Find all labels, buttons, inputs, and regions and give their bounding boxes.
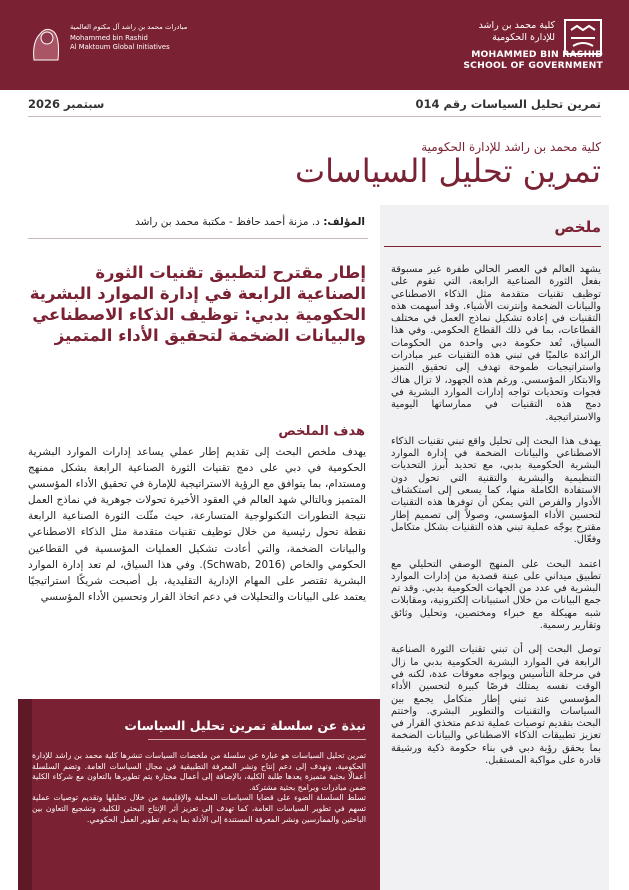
publication-date: سبتمبر 2026 [28, 97, 105, 111]
header-banner [0, 0, 629, 90]
divider [148, 739, 366, 740]
school-logo[interactable] [423, 18, 603, 71]
goal-body: يهدف ملخص البحث إلى تقديم إطار عملي يساعد إدارات الموارد البشرية الحكومية في دبي على دمج تقنيات الثورة الصناعية الرابعة بشكل ممنهج ومستدام، بما يتوافق مع الرؤية الاستراتيجية للإمارة في تحقيق الأداء المؤسسي المتميز وبالتالي شهد العالم في العقود الأخيرة تحولات جوهرية في نماذج العمل نتيجة التطورات التكنولوجية المتسارعة، حيث مثّلت الثورة الصناعية الرابعة نقطة تحول رئيسية من خلال توظيف تقنيات متقدمة مثل الذكاء الاصطناعي والبيانات الضخمة، والتي أعادت تشكيل العمليات المؤسسية في القطاعين الحكومي والخاص (Schwab, 2016). وفي هذا السياق، لم تعد إدارة الموارد البشرية تقتصر على المهام الإدارية التقليدية، بل أصبحت شريكًا استراتيجيًا يعتمد على البيانات والتحليلات في دعم اتخاذ القرار وتحسين الأداء المؤسسي [28, 446, 367, 603]
school-name-english-1: MOHAMMED BIN RASHID [471, 49, 603, 60]
series-box-title: نبذة عن سلسلة تمرين تحليل السياسات [124, 718, 366, 733]
divider [384, 246, 601, 247]
divider [28, 238, 368, 239]
school-name-english-2: SCHOOL OF GOVERNMENT [463, 60, 603, 71]
initiatives-logo[interactable] [28, 22, 188, 67]
abstract-heading: ملخص [554, 218, 601, 236]
abstract-paragraph: يهدف هذا البحث إلى تحليل واقع تبني تقنيات الذكاء الاصطناعي والبيانات الضخمة في إدارة الموارد البشرية الحكومية بدبي، مع تحديد أبرز التحديات التنظيمية والبشرية والتقنية التي تحول دون الاستفادة الكاملة منها، كما يسعى إلى استكشاف الأدوار والفرص التي يمكن أن توفرها هذه التقنيات لتحسين الأداء المؤسسي، وصولاً إلى تصميم إطار مقترح يوجّه عملية تبني هذه التقنيات بشكل متكامل وفعّال. [391, 435, 601, 546]
divider [28, 116, 601, 117]
author-label: المؤلف: [323, 216, 365, 228]
paper-title: إطار مقترح لتطبيق تقنيات الثورة الصناعية الرابعة في إدارة الموارد البشرية الحكومية بدبي: توظيف الذكاء الاصطناعي والبيانات الضخمة لتحقيق الأداء المتميز [29, 263, 366, 345]
abstract-body [391, 264, 601, 779]
series-info-box [18, 699, 380, 890]
school-name-arabic-1: كلية محمد بن راشد [478, 20, 555, 31]
page-title: تمرين تحليل السياسات [295, 152, 601, 190]
series-number: تمرين تحليل السياسات رقم 014 [415, 97, 601, 111]
series-box-body [32, 751, 366, 825]
series-box-paragraph: تمرين تحليل السياسات هو عبارة عن سلسلة من ملخصات السياسات تنشرها كلية محمد بن راشد للإدارة الحكومية، وتهدف إلى دعم إنتاج ونشر المعرفة التطبيقية في مجال السياسات العامة. وتضم السلسلة أعمالًا بحثية متميزة يعدها طلبة الكلية، بالإضافة إلى أعمال مختارة يتم تطويرها بالتعاون مع شركاء الكلية ضمن مبادرات وبرامج بحثية مشتركة. [32, 751, 366, 792]
author-name: د. مزنة أحمد حافظ - مكتبة محمد بن راشد [135, 216, 320, 228]
school-name-arabic-2: للإدارة الحكومية [492, 32, 555, 43]
initiatives-name-arabic: مبادرات محمد بن راشد آل مكتوم العالمية [70, 23, 188, 31]
initiatives-name-english-2: Al Maktoum Global Initiatives [70, 43, 170, 51]
goal-heading: هدف الملخص [278, 424, 365, 439]
author-line [135, 216, 365, 228]
abstract-paragraph: توصل البحث إلى أن تبني تقنيات الثورة الصناعية الرابعة في الموارد البشرية الحكومية بدبي ما زال في مرحلة التأسيس ويواجه معوقات عدة، لكنه في الوقت نفسه يمتلك فرصًا كبيرة لتحسين الأداء المؤسسي عند تبني إطار متكامل يجمع بين السياسات والتقنيات والتطوير البشري. واختتم البحث بتقديم توصيات عملية تدعم متخذي القرار في تعزيز تطبيقات الذكاء الاصطناعي والبيانات الضخمة بما يحقق رؤية دبي في بناء حكومة ذكية ورشيقة قادرة على مواكبة المستقبل. [391, 644, 601, 766]
abstract-paragraph: يشهد العالم في العصر الحالي طفرة غير مسبوقة بفعل الثورة الصناعية الرابعة، التي تقوم على توظيف تقنيات متقدمة مثل الذكاء الاصطناعي والبيانات الضخمة وإنترنت الأشياء. وقد أسهمت هذه التقنيات في إعادة تشكيل نماذج العمل في مختلف القطاعات، بما في ذلك القطاع الحكومي. وفي هذا السياق، تُعد حكومة دبي واحدة من الحكومات الرائدة عالميًا في تبني هذه التقنيات عبر مبادرات واستراتيجيات طموحة تهدف إلى تحقيق التميز والابتكار المؤسسي. ورغم هذه الجهود، لا تزال هناك فجوات وتحديات تواجه إدارات الموارد البشرية في دمج هذه التقنيات في ممارساتها اليومية والاستراتيجية. [391, 264, 601, 423]
box-accent-strip [18, 699, 32, 890]
college-name: كلية محمد بن راشد للإدارة الحكومية [421, 140, 601, 154]
abstract-paragraph: اعتمد البحث على المنهج الوصفي التحليلي مع تطبيق ميداني على عينة قصدية من إدارات الموارد البشرية في عدد من الجهات الحكومية بدبي. وقد تم جمع البيانات من خلال استبيانات إلكترونية، ومقابلات شبه مهيكلة مع خبراء ومختصين، وتحليل وثائق وتقارير رسمية. [391, 558, 601, 632]
initiatives-name-english-1: Mohammed bin Rashid [70, 34, 148, 42]
portrait-emblem-icon [28, 22, 64, 62]
series-box-paragraph: تسلط السلسلة الضوء على قضايا السياسات المحلية والإقليمية من خلال تحليلها وتقديم توصيات عملية تسهم في تطوير السياسات العامة، كما تهدف إلى تعزيز أثر الإنتاج البحثي للكلية، وتشجيع التعاون بين الباحثين والممارسين ونشر المعرفة المستندة إلى الأدلة بما يدعم تطوير العمل الحكومي. [32, 793, 366, 824]
